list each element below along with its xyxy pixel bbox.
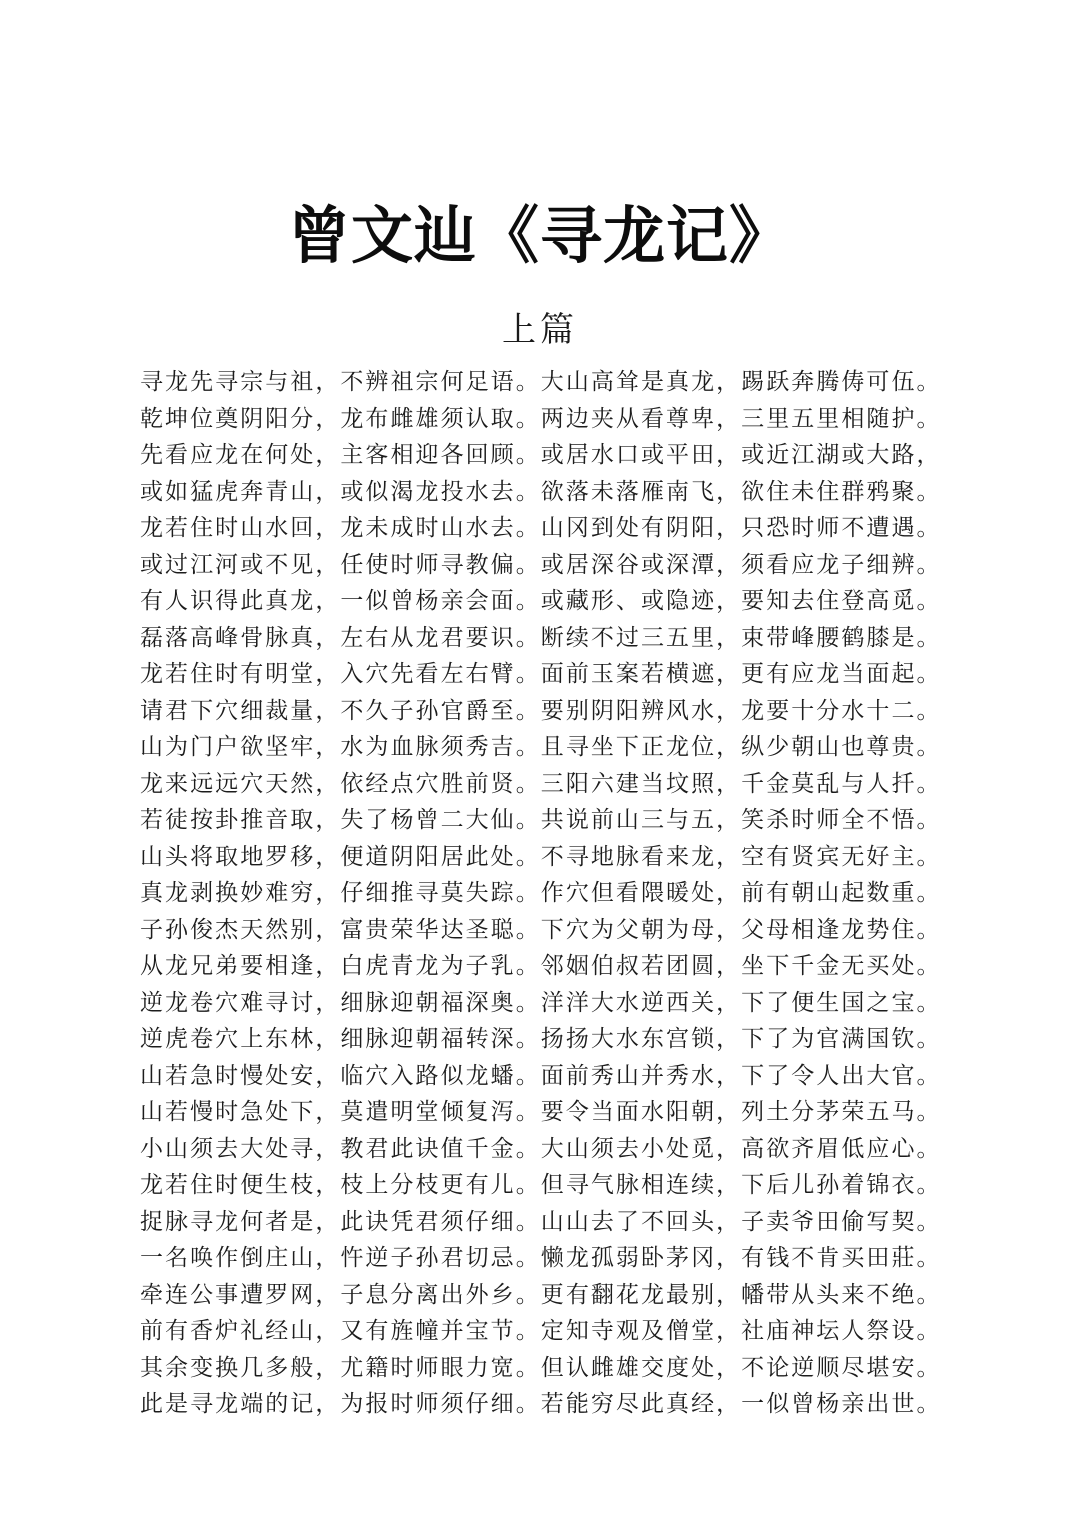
poem-line: 乾坤位奠阴阳分，龙布雌雄须认取。两边夹从看尊卑，三里五里相随护。	[140, 405, 940, 432]
poem-line: 先看应龙在何处，主客相迎各回顾。或居水口或平田，或近江湖或大路，	[140, 442, 940, 468]
poem-line: 子孙俊杰天然别，富贵荣华达圣聪。下穴为父朝为母，父母相逢龙势住。	[140, 916, 940, 943]
poem-line: 前有香炉礼经山，又有旌幢并宝节。定知寺观及僧堂，社庙神坛人祭设。	[140, 1318, 940, 1344]
poem-line: 逆虎卷穴上东林，细脉迎朝福转深。扬扬大水东宫锁，下了为官满国钦。	[140, 1026, 940, 1052]
poem-line: 龙若住时山水回，龙未成时山水去。山冈到处有阴阳，只恐时师不遭遇。	[140, 515, 940, 541]
poem-line: 山头将取地罗移，便道阴阳居此处。不寻地脉看来龙，空有贤宾无好主。	[140, 843, 940, 870]
poem-line: 龙若住时有明堂，入穴先看左右臂。面前玉案若横遮，更有应龙当面起。	[140, 661, 940, 687]
poem-body	[140, 364, 940, 1423]
poem-line: 一名唤作倒庄山，忤逆子孙君切忌。懒龙孤弱卧茅冈，有钱不肯买田莊。	[140, 1245, 940, 1271]
poem-line: 或过江河或不见，任使时师寻教偏。或居深谷或深潭，须看应龙子细辨。	[140, 551, 940, 578]
poem-line: 或如猛虎奔青山，或似渴龙投水去。欲落未落雁南飞，欲住未住群鸦聚。	[140, 478, 940, 505]
poem-line: 请君下穴细裁量，不久子孙官爵至。要别阴阳辨风水，龙要十分水十二。	[140, 697, 940, 724]
document-title: 曾文辿《寻龙记》	[287, 199, 792, 272]
poem-line: 山若急时慢处安，临穴入路似龙蟠。面前秀山并秀水，下了令人出大官。	[140, 1062, 940, 1089]
poem-line: 有人识得此真龙，一似曾杨亲会面。或藏形、或隐迹，要知去住登高觅。	[140, 588, 940, 614]
poem-line: 若徒按卦推音取，失了杨曾二大仙。共说前山三与五，笑杀时师全不悟。	[140, 807, 940, 833]
poem-line: 山若慢时急处下，莫遣明堂倾复泻。要令当面水阳朝，列土分茅荣五马。	[140, 1099, 940, 1125]
poem-line: 龙来远远穴天然，依经点穴胜前贤。三阳六建当坟照，千金莫乱与人扦。	[140, 770, 940, 797]
poem-line: 真龙剥换妙难穷，仔细推寻莫失踪。作穴但看隈暖处，前有朝山起数重。	[140, 880, 940, 906]
poem-line: 其余变换几多般，尤籍时师眼力宽。但认雌雄交度处，不论逆顺尽堪安。	[140, 1354, 940, 1381]
poem-line: 寻龙先寻宗与祖，不辨祖宗何足语。大山高耸是真龙，踢跃奔腾俦可伍。	[140, 369, 940, 395]
poem-line: 捉脉寻龙何者是，此诀凭君须仔细。山山去了不回头，子卖爷田偷写契。	[140, 1208, 940, 1235]
poem-line: 从龙兄弟要相逢，白虎青龙为子乳。邻姻伯叔若团圆，坐下千金无买处。	[140, 953, 940, 979]
poem-line: 龙若住时便生枝，枝上分枝更有儿。但寻气脉相连续，下后儿孙着锦衣。	[140, 1172, 940, 1198]
poem-line: 山为门户欲坚牢，水为血脉须秀吉。且寻坐下正龙位，纵少朝山也尊贵。	[140, 734, 940, 760]
poem-line: 逆龙卷穴难寻讨，细脉迎朝福深奥。洋洋大水逆西关，下了便生国之宝。	[140, 989, 940, 1016]
poem-line: 磊落高峰骨脉真，左右从龙君要识。断续不过三五里，束带峰腰鹤膝是。	[140, 624, 940, 651]
poem-line: 牵连公事遭罗网，子息分离出外乡。更有翻花龙最别，幡带从头来不绝。	[140, 1281, 940, 1308]
poem-line: 此是寻龙端的记，为报时师须仔细。若能穷尽此真经，一似曾杨亲出世。	[140, 1391, 940, 1417]
poem-line: 小山须去大处寻，教君此诀值千金。大山须去小处觅，高欲齐眉低应心。	[140, 1135, 940, 1162]
section-heading: 上篇	[502, 310, 578, 350]
